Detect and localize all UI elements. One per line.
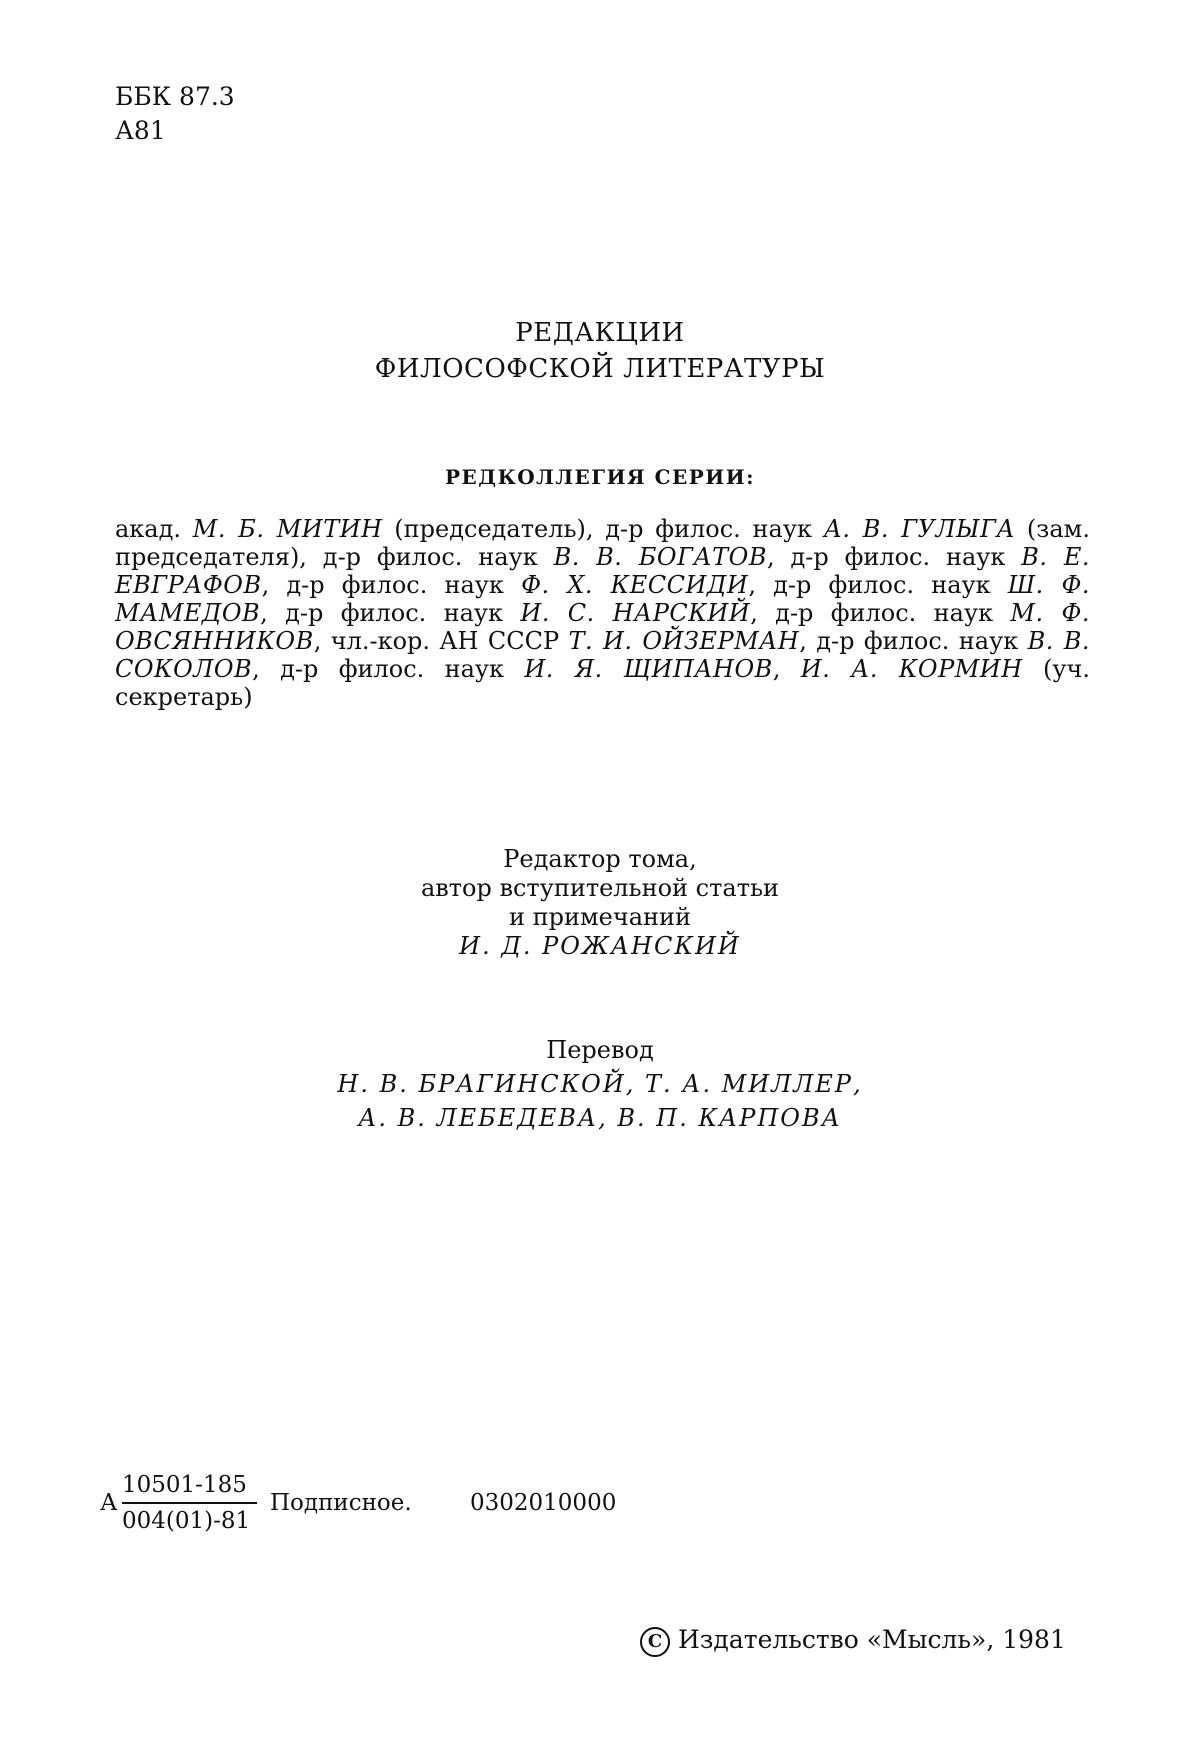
board-title: РЕДКОЛЛЕГИЯ СЕРИИ: xyxy=(445,465,755,489)
member-role: , xyxy=(772,655,781,683)
board-members xyxy=(115,515,1090,711)
member-name: И. Я. ЩИПАНОВ xyxy=(524,655,773,683)
member-title: д-р филос. наук xyxy=(790,543,1022,571)
member-title: д-р филос. наук xyxy=(322,543,554,571)
index-denominator: 004(01)-81 xyxy=(122,1508,251,1534)
member-name: М. Ф. ОВСЯННИКОВ xyxy=(115,599,1091,655)
publisher-line-1: РЕДАКЦИИ xyxy=(515,318,685,348)
copyright-line xyxy=(640,1625,1066,1657)
member-title: д-р филос. наук xyxy=(285,599,521,627)
member-role: , xyxy=(261,571,270,599)
member-title: д-р филос. наук xyxy=(280,655,525,683)
subscription-label: Подписное. xyxy=(270,1490,412,1516)
editor-line-1: Редактор тома, xyxy=(503,845,697,873)
member-role: , xyxy=(750,599,758,627)
member-name: Т. И. ОЙЗЕРМАН xyxy=(568,627,800,655)
member-role: , xyxy=(766,543,775,571)
member-name: М. Б. МИТИН xyxy=(192,515,383,543)
bbk-block xyxy=(115,80,235,148)
member-name: И. С. НАРСКИЙ xyxy=(520,599,751,627)
member-name: В. В. СОКОЛОВ xyxy=(115,627,1090,683)
editor-name: И. Д. РОЖАНСКИЙ xyxy=(459,932,741,960)
index-numerator: 10501-185 xyxy=(122,1472,247,1498)
fraction-line xyxy=(122,1502,257,1504)
member-title: д-р филос. наук xyxy=(605,515,824,543)
member-title: д-р филос. наук xyxy=(286,571,522,599)
member-role: , xyxy=(313,627,322,655)
member-name: И. А. КОРМИН xyxy=(800,655,1023,683)
publisher-line-2: ФИЛОСОФСКОЙ ЛИТЕРАТУРЫ xyxy=(374,354,826,384)
board-member xyxy=(286,571,756,599)
member-title: д-р филос. наук xyxy=(773,571,1008,599)
member-role: (председатель), xyxy=(382,515,594,543)
board-member xyxy=(331,627,807,655)
member-role: , xyxy=(748,571,756,599)
member-role: (зам. председателя), xyxy=(115,515,1090,571)
board-member xyxy=(323,543,775,571)
editor-block xyxy=(0,845,1200,961)
board-member xyxy=(285,599,758,627)
translators-line-2: А. В. ЛЕБЕДЕВА, В. П. КАРПОВА xyxy=(358,1104,842,1132)
member-title: акад. xyxy=(115,515,193,543)
member-name: В. В. БОГАТОВ xyxy=(553,543,767,571)
member-title: чл.-кор. АН СССР xyxy=(330,627,569,655)
index-code: 0302010000 xyxy=(470,1490,617,1516)
index-letter: А xyxy=(100,1490,118,1516)
editor-line-3: и примечаний xyxy=(508,903,691,931)
member-role: (уч. секретарь) xyxy=(115,655,1090,711)
member-role: , xyxy=(260,599,268,627)
translators-line-1: Н. В. БРАГИНСКОЙ, Т. А. МИЛЛЕР, xyxy=(337,1070,863,1098)
member-name: Ф. Х. КЕССИДИ xyxy=(521,571,749,599)
board-member xyxy=(280,655,780,683)
copyright-icon: С xyxy=(640,1627,670,1657)
copyright-text: Издательство «Мысль», 1981 xyxy=(678,1625,1066,1654)
member-name: В. Е. ЕВГРАФОВ xyxy=(115,543,1091,599)
member-role: , xyxy=(799,627,807,655)
member-title: д-р филос. наук xyxy=(816,627,1028,655)
editor-line-2: автор вступительной статьи xyxy=(420,874,780,902)
publisher-heading xyxy=(0,315,1200,387)
member-role: , xyxy=(252,655,260,683)
translation-block xyxy=(0,1033,1200,1135)
member-name: А. В. ГУЛЫГА xyxy=(823,515,1016,543)
index-fraction xyxy=(122,1470,262,1536)
member-title: д-р филос. наук xyxy=(775,599,1011,627)
author-mark: А81 xyxy=(115,116,166,145)
member-name: Ш. Ф. МАМЕДОВ xyxy=(115,571,1091,627)
translation-label: Перевод xyxy=(546,1036,654,1064)
board-member xyxy=(115,515,594,543)
bbk-code: ББК 87.3 xyxy=(115,82,235,111)
